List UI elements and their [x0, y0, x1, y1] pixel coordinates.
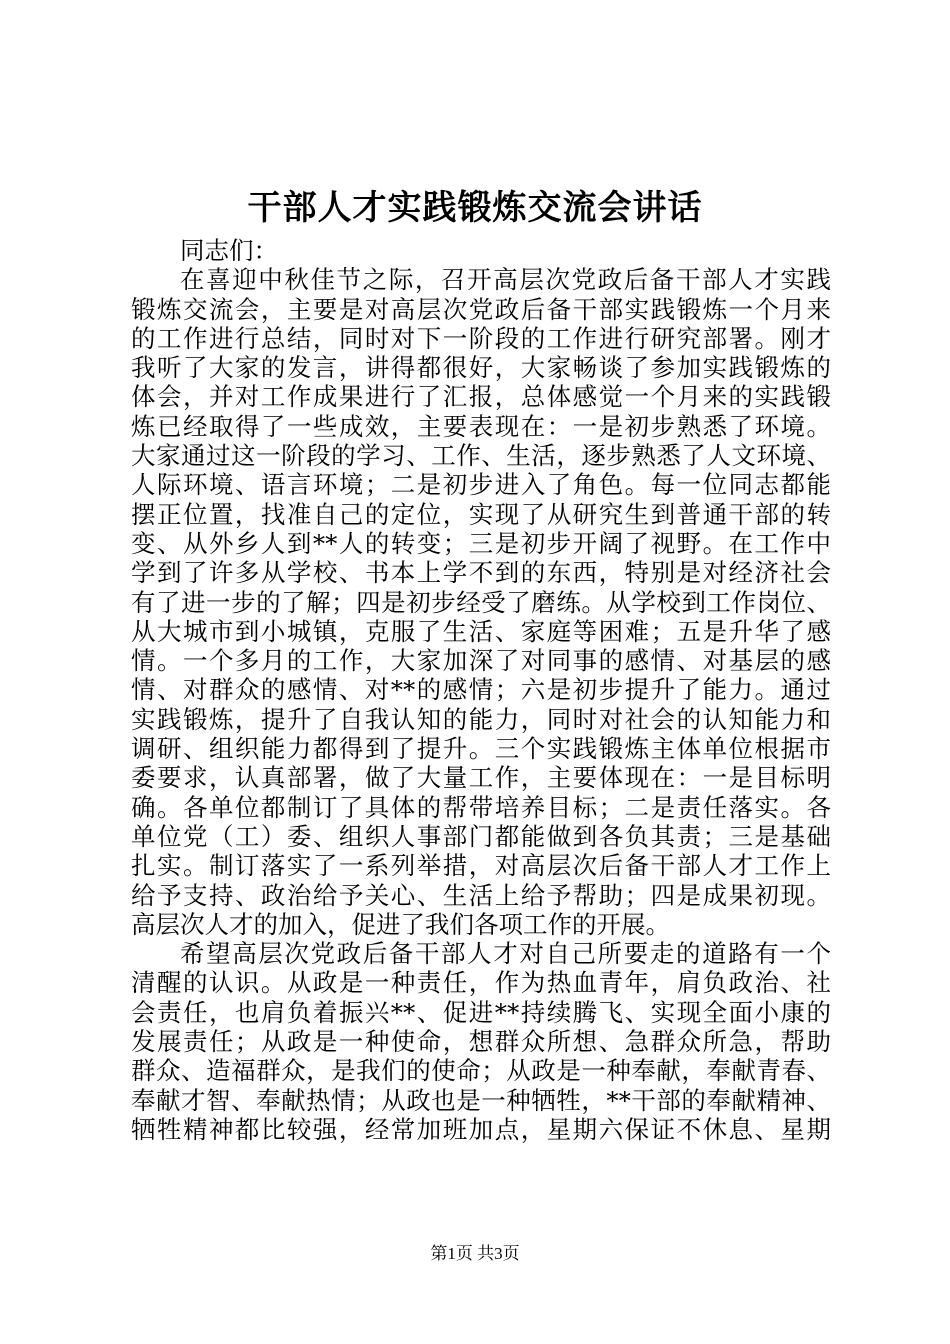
paragraph-line: 摆正位置，找准自己的定位，实现了从研究生到普通干部的转 — [131, 499, 831, 529]
paragraph-line: 学到了许多从学校、书本上学不到的东西，特别是对经济社会 — [131, 558, 831, 588]
page-footer: 第1页 共3页 — [430, 1244, 520, 1263]
salutation: 同志们： — [180, 236, 278, 265]
paragraph-line: 有了进一步的了解；四是初步经受了磨练。从学校到工作岗位、 — [131, 587, 831, 617]
paragraph-line: 奉献才智、奉献热情；从政也是一种牺牲，**干部的奉献精神、 — [131, 1085, 831, 1115]
document-body — [131, 236, 831, 1144]
paragraph-line: 从大城市到小城镇，克服了生活、家庭等困难；五是升华了感 — [131, 616, 831, 646]
paragraph-line: 实践锻炼，提升了自我认知的能力，同时对社会的认知能力和 — [131, 704, 831, 734]
paragraph-line: 锻炼交流会，主要是对高层次党政后备干部实践锻炼一个月来 — [131, 294, 831, 324]
paragraph-line: 人际环境、语言环境；二是初步进入了角色。每一位同志都能 — [131, 470, 831, 500]
paragraph-line: 炼已经取得了一些成效，主要表现在：一是初步熟悉了环境。 — [131, 411, 831, 441]
paragraph-line: 在喜迎中秋佳节之际，召开高层次党政后备干部人才实践 — [180, 265, 831, 295]
paragraph-line: 清醒的认识。从政是一种责任，作为热血青年，肩负政治、社 — [131, 968, 831, 998]
paragraph-line: 的工作进行总结，同时对下一阶段的工作进行研究部署。刚才 — [131, 323, 831, 353]
paragraph-line: 会责任，也肩负着振兴**、促进**持续腾飞、实现全面小康的 — [131, 997, 831, 1027]
paragraph-container — [131, 265, 831, 1144]
paragraph-line: 确。各单位都制订了具体的帮带培养目标；二是责任落实。各 — [131, 792, 831, 822]
paragraph-line: 给予支持、政治给予关心、生活上给予帮助；四是成果初现。 — [131, 880, 831, 910]
paragraph-line: 高层次人才的加入，促进了我们各项工作的开展。 — [131, 909, 670, 939]
paragraph-line: 牺牲精神都比较强，经常加班加点，星期六保证不休息、星期 — [131, 1114, 831, 1144]
paragraph-line: 变、从外乡人到**人的转变；三是初步开阔了视野。在工作中 — [131, 528, 831, 558]
paragraph-line: 情、对群众的感情、对**的感情；六是初步提升了能力。通过 — [131, 675, 831, 705]
paragraph-line: 情。一个多月的工作，大家加深了对同事的感情、对基层的感 — [131, 646, 831, 676]
paragraph-line: 群众、造福群众，是我们的使命；从政是一种奉献，奉献青春、 — [131, 1056, 831, 1086]
paragraph-line: 委要求，认真部署，做了大量工作，主要体现在：一是目标明 — [131, 763, 831, 793]
paragraph-line: 大家通过这一阶段的学习、工作、生活，逐步熟悉了人文环境、 — [131, 441, 831, 471]
paragraph-line: 希望高层次党政后备干部人才对自己所要走的道路有一个 — [180, 939, 831, 969]
paragraph-line: 发展责任；从政是一种使命，想群众所想、急群众所急，帮助 — [131, 1027, 831, 1057]
document-title: 干部人才实践锻炼交流会讲话 — [247, 188, 703, 228]
paragraph-line: 调研、组织能力都得到了提升。三个实践锻炼主体单位根据市 — [131, 734, 831, 764]
paragraph-line: 体会，并对工作成果进行了汇报，总体感觉一个月来的实践锻 — [131, 382, 831, 412]
paragraph-line: 我听了大家的发言，讲得都很好，大家畅谈了参加实践锻炼的 — [131, 353, 831, 383]
paragraph-line: 扎实。制订落实了一系列举措，对高层次后备干部人才工作上 — [131, 851, 831, 881]
paragraph-line: 单位党（工）委、组织人事部门都能做到各负其责；三是基础 — [131, 821, 831, 851]
